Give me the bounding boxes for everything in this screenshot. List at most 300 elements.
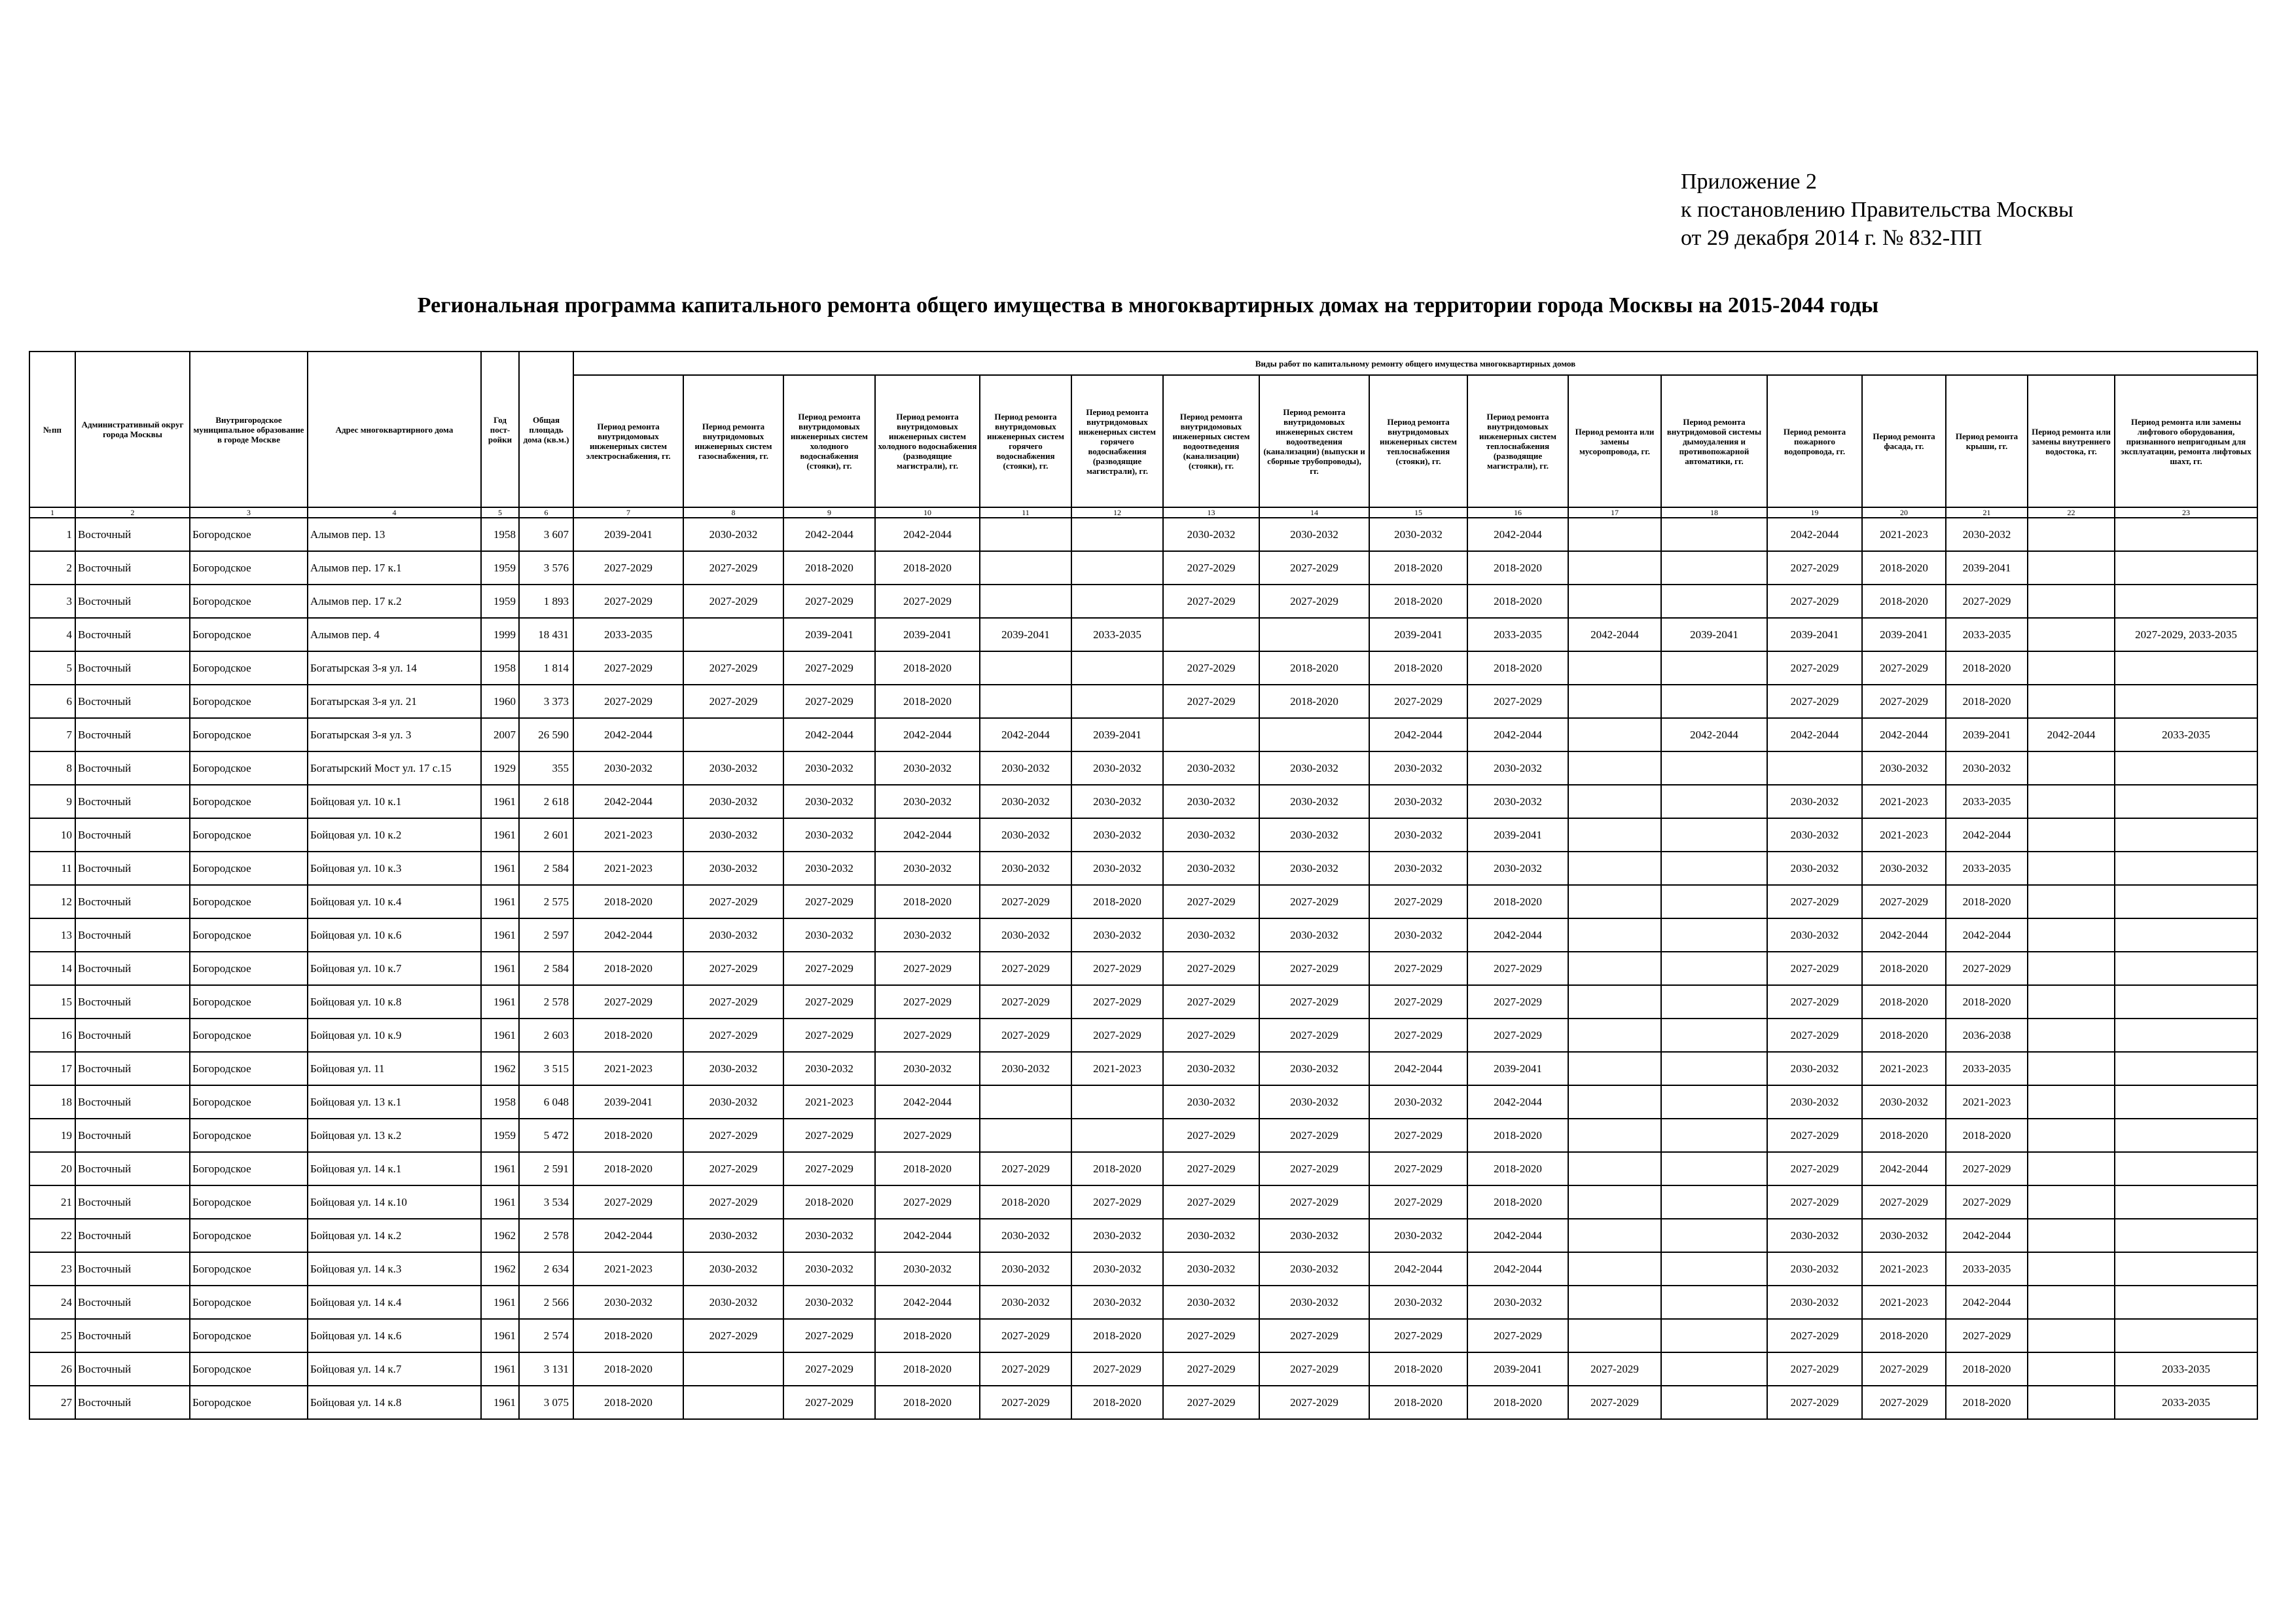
table-row	[29, 1085, 2257, 1119]
table-cell: Восточный	[75, 1286, 190, 1319]
table-cell: 2030-2032	[1071, 918, 1163, 952]
table-cell: 2030-2032	[683, 518, 783, 551]
table-cell: 2018-2020	[1071, 1152, 1163, 1185]
table-cell: Бойцовая ул. 14 к.10	[308, 1185, 481, 1219]
table-cell: 16	[29, 1019, 75, 1052]
table-cell: 2027-2029	[783, 1152, 875, 1185]
table-cell: 2030-2032	[980, 785, 1071, 818]
column-number: 16	[1467, 507, 1568, 518]
table-cell	[980, 1119, 1071, 1152]
table-cell: 2039-2041	[1862, 618, 1946, 651]
table-cell: 2027-2029	[1163, 985, 1259, 1019]
table-cell: Бойцовая ул. 14 к.3	[308, 1252, 481, 1286]
table-cell	[2028, 618, 2115, 651]
table-cell: 1961	[481, 785, 519, 818]
table-cell: 2021-2023	[1862, 1252, 1946, 1286]
table-cell: 2030-2032	[783, 918, 875, 952]
table-cell: 2030-2032	[1259, 1219, 1369, 1252]
column-number: 13	[1163, 507, 1259, 518]
table-cell: 2027-2029	[1071, 952, 1163, 985]
table-row	[29, 751, 2257, 785]
table-cell	[1568, 1052, 1661, 1085]
table-cell: Богородское	[190, 952, 308, 985]
works-group-header: Виды работ по капитальному ремонту общего имущества многоквартирных домов	[573, 352, 2257, 375]
table-cell: 1958	[481, 651, 519, 685]
table-cell: 2 603	[519, 1019, 573, 1052]
table-cell: 2030-2032	[1259, 785, 1369, 818]
table-cell	[2028, 1386, 2115, 1419]
table-cell: 2030-2032	[1767, 1085, 1862, 1119]
table-cell: 2021-2023	[1862, 1052, 1946, 1085]
table-cell: Богородское	[190, 751, 308, 785]
table-cell: 17	[29, 1052, 75, 1085]
table-cell: 2027-2029	[573, 1185, 683, 1219]
table-cell: Восточный	[75, 852, 190, 885]
column-header: Период ремонта внутридомовых инженерных систем теплоснабжения (разводящие магистрали), гг.	[1467, 375, 1568, 507]
table-cell: 2027-2029	[1946, 1152, 2028, 1185]
table-cell: 2042-2044	[1467, 1085, 1568, 1119]
table-cell: 2027-2029	[1369, 1119, 1467, 1152]
table-cell	[2028, 585, 2115, 618]
table-cell: Бойцовая ул. 11	[308, 1052, 481, 1085]
table-cell	[1661, 1319, 1767, 1352]
table-cell: 2033-2035	[573, 618, 683, 651]
table-cell	[1568, 918, 1661, 952]
table-cell: Восточный	[75, 1085, 190, 1119]
table-cell: Бойцовая ул. 13 к.1	[308, 1085, 481, 1119]
table-cell: 2018-2020	[1862, 952, 1946, 985]
table-cell: 2027-2029	[1259, 952, 1369, 985]
table-cell: 2030-2032	[783, 852, 875, 885]
table-cell	[1661, 1152, 1767, 1185]
table-cell: 2027-2029	[1767, 651, 1862, 685]
table-cell: 2027-2029	[1163, 1152, 1259, 1185]
table-cell: 2030-2032	[1369, 518, 1467, 551]
table-cell	[1568, 1185, 1661, 1219]
table-cell: 2018-2020	[573, 1019, 683, 1052]
table-cell: Восточный	[75, 1119, 190, 1152]
table-cell: 2027-2029	[1163, 1319, 1259, 1352]
table-cell: 2039-2041	[1467, 1052, 1568, 1085]
column-number: 15	[1369, 507, 1467, 518]
header-row-group	[29, 352, 2257, 375]
table-cell	[2028, 1052, 2115, 1085]
table-cell: 13	[29, 918, 75, 952]
table-cell: 2030-2032	[980, 1286, 1071, 1319]
table-cell: 2018-2020	[875, 1152, 980, 1185]
table-cell: 1961	[481, 1352, 519, 1386]
table-cell: 2030-2032	[1259, 1052, 1369, 1085]
table-cell: 2030-2032	[573, 1286, 683, 1319]
table-cell	[2028, 551, 2115, 585]
table-row	[29, 651, 2257, 685]
table-cell	[683, 718, 783, 751]
table-cell: 2030-2032	[1369, 852, 1467, 885]
table-cell: Восточный	[75, 1252, 190, 1286]
table-cell: 2042-2044	[1467, 518, 1568, 551]
table-cell: 2030-2032	[683, 852, 783, 885]
table-cell: 2027-2029	[1568, 1352, 1661, 1386]
table-cell: 2027-2029	[1767, 685, 1862, 718]
table-cell: 2033-2035	[2115, 1386, 2257, 1419]
table-cell: 1959	[481, 551, 519, 585]
table-cell: Восточный	[75, 1152, 190, 1185]
table-cell: 2030-2032	[980, 852, 1071, 885]
table-cell: 2018-2020	[1467, 651, 1568, 685]
table-cell: 2030-2032	[783, 1052, 875, 1085]
table-cell	[1071, 1119, 1163, 1152]
table-cell: 2042-2044	[875, 818, 980, 852]
table-cell: 1961	[481, 1152, 519, 1185]
table-cell: 2018-2020	[875, 651, 980, 685]
column-header: Административный округ города Москвы	[75, 352, 190, 507]
table-cell: 2027-2029	[1163, 651, 1259, 685]
table-row	[29, 1252, 2257, 1286]
table-cell	[1661, 952, 1767, 985]
table-cell: 2030-2032	[683, 1286, 783, 1319]
table-cell	[2115, 1319, 2257, 1352]
table-cell: 2042-2044	[1767, 518, 1862, 551]
table-cell: 2018-2020	[573, 1352, 683, 1386]
table-cell: 2018-2020	[1946, 985, 2028, 1019]
table-cell: 2030-2032	[783, 1252, 875, 1286]
table-cell: 2030-2032	[875, 1252, 980, 1286]
table-cell	[1661, 918, 1767, 952]
table-cell: 2030-2032	[1767, 918, 1862, 952]
table-cell: 2027-2029	[783, 1119, 875, 1152]
table-cell: 2027-2029	[1946, 952, 2028, 985]
table-cell: 2018-2020	[573, 885, 683, 918]
table-row	[29, 1386, 2257, 1419]
table-cell: 2018-2020	[1071, 885, 1163, 918]
table-cell: 2 575	[519, 885, 573, 918]
table-cell: 2027-2029	[1163, 952, 1259, 985]
table-cell: 2030-2032	[1071, 785, 1163, 818]
table-cell	[2028, 1152, 2115, 1185]
table-cell: 2042-2044	[1946, 1219, 2028, 1252]
table-cell: 2018-2020	[1071, 1386, 1163, 1419]
table-cell: 2042-2044	[1467, 718, 1568, 751]
table-cell: 2042-2044	[573, 1219, 683, 1252]
table-cell: 2027-2029	[980, 1152, 1071, 1185]
table-cell: 2030-2032	[1767, 1052, 1862, 1085]
table-cell	[1661, 1019, 1767, 1052]
table-cell: 2027-2029	[1259, 1019, 1369, 1052]
table-cell: Бойцовая ул. 10 к.7	[308, 952, 481, 985]
table-cell: 2018-2020	[1467, 551, 1568, 585]
table-cell	[1661, 685, 1767, 718]
table-cell: 2018-2020	[1946, 1352, 2028, 1386]
table-cell: 2 601	[519, 818, 573, 852]
table-cell: 2027-2029	[1767, 985, 1862, 1019]
table-cell: 2018-2020	[1862, 1019, 1946, 1052]
table-cell: 2027-2029	[1163, 1185, 1259, 1219]
table-cell: 2039-2041	[1661, 618, 1767, 651]
table-cell: 2018-2020	[1946, 1119, 2028, 1152]
table-cell: 2018-2020	[1862, 1119, 1946, 1152]
table-cell: 2030-2032	[1071, 1219, 1163, 1252]
column-header: Внутригородское муниципальное образование в городе Москве	[190, 352, 308, 507]
table-cell: 2 566	[519, 1286, 573, 1319]
table-cell: 2027-2029	[875, 952, 980, 985]
table-cell	[1568, 1286, 1661, 1319]
table-cell: 6	[29, 685, 75, 718]
table-cell: 2042-2044	[1661, 718, 1767, 751]
table-cell: 26 590	[519, 718, 573, 751]
table-cell: 2033-2035	[1071, 618, 1163, 651]
table-cell: 2030-2032	[980, 1252, 1071, 1286]
table-cell	[1568, 1219, 1661, 1252]
table-cell: Бойцовая ул. 10 к.2	[308, 818, 481, 852]
table-row	[29, 551, 2257, 585]
column-header: Период ремонта внутридомовых инженерных систем водоотведения (канализации) (выпуски и сборные трубопроводы), гг.	[1259, 375, 1369, 507]
table-cell: 2042-2044	[1946, 918, 2028, 952]
table-cell: Богородское	[190, 1085, 308, 1119]
appendix-line-1: Приложение 2	[1681, 170, 1817, 194]
table-cell	[2115, 985, 2257, 1019]
table-cell	[1163, 618, 1259, 651]
table-cell: 2027-2029	[875, 1019, 980, 1052]
column-number: 10	[875, 507, 980, 518]
table-cell	[2115, 751, 2257, 785]
table-cell: 2018-2020	[1259, 685, 1369, 718]
table-cell: 2 584	[519, 852, 573, 885]
table-cell: 2030-2032	[1071, 818, 1163, 852]
table-row	[29, 1019, 2257, 1052]
table-row	[29, 1119, 2257, 1152]
table-cell	[2115, 918, 2257, 952]
table-cell	[1661, 818, 1767, 852]
table-cell	[2028, 1219, 2115, 1252]
table-cell: Алымов пер. 17 к.1	[308, 551, 481, 585]
appendix-reference	[1681, 168, 2073, 252]
table-cell: 2027-2029	[980, 1386, 1071, 1419]
table-cell: 2018-2020	[573, 952, 683, 985]
table-cell: 2 591	[519, 1152, 573, 1185]
table-cell: Восточный	[75, 1052, 190, 1085]
table-cell	[2028, 1286, 2115, 1319]
table-cell: 1961	[481, 1386, 519, 1419]
table-cell: Богородское	[190, 985, 308, 1019]
table-cell	[1568, 751, 1661, 785]
table-row	[29, 818, 2257, 852]
table-cell: 2021-2023	[573, 1252, 683, 1286]
table-cell: 2027-2029	[573, 985, 683, 1019]
column-number: 14	[1259, 507, 1369, 518]
table-row	[29, 1319, 2257, 1352]
table-cell: 2030-2032	[683, 818, 783, 852]
column-header: Год пост-ройки	[481, 352, 519, 507]
table-cell: 2042-2044	[2028, 718, 2115, 751]
table-cell: 2030-2032	[683, 918, 783, 952]
table-cell: 2039-2041	[980, 618, 1071, 651]
table-cell: 2042-2044	[573, 785, 683, 818]
table-cell: 2018-2020	[573, 1152, 683, 1185]
column-number: 18	[1661, 507, 1767, 518]
table-cell	[1568, 718, 1661, 751]
table-cell: Восточный	[75, 618, 190, 651]
table-cell: 23	[29, 1252, 75, 1286]
table-cell	[2028, 918, 2115, 952]
table-cell: 20	[29, 1152, 75, 1185]
table-cell: 2030-2032	[875, 785, 980, 818]
table-cell: Богородское	[190, 1119, 308, 1152]
column-number: 7	[573, 507, 683, 518]
table-cell: 2018-2020	[1467, 1152, 1568, 1185]
table-cell: 2027-2029	[1862, 651, 1946, 685]
table-cell	[1661, 1252, 1767, 1286]
table-cell: 2018-2020	[573, 1319, 683, 1352]
table-cell: Богатырская 3-я ул. 3	[308, 718, 481, 751]
table-cell: 2030-2032	[980, 1219, 1071, 1252]
table-cell: Богородское	[190, 852, 308, 885]
column-number: 21	[1946, 507, 2028, 518]
table-cell: 1 893	[519, 585, 573, 618]
table-cell: 355	[519, 751, 573, 785]
table-cell	[980, 551, 1071, 585]
table-cell	[683, 1386, 783, 1419]
table-cell: 2027-2029	[1767, 885, 1862, 918]
table-cell: Бойцовая ул. 10 к.1	[308, 785, 481, 818]
table-cell	[1568, 1152, 1661, 1185]
table-cell: 2027-2029	[1862, 1185, 1946, 1219]
table-cell: 2027-2029	[573, 585, 683, 618]
table-row	[29, 885, 2257, 918]
column-number: 4	[308, 507, 481, 518]
table-cell: 2027-2029	[1163, 685, 1259, 718]
column-header: Период ремонта фасада, гг.	[1862, 375, 1946, 507]
table-cell: 2018-2020	[980, 1185, 1071, 1219]
table-cell	[1568, 818, 1661, 852]
table-cell: 9	[29, 785, 75, 818]
table-cell: Восточный	[75, 718, 190, 751]
column-number: 6	[519, 507, 573, 518]
table-cell: Восточный	[75, 818, 190, 852]
appendix-line-3: от 29 декабря 2014 г. № 832-ПП	[1681, 226, 1982, 250]
table-cell: 2 574	[519, 1319, 573, 1352]
table-cell: 2033-2035	[1946, 1252, 2028, 1286]
table-cell	[1568, 1252, 1661, 1286]
table-cell: 18 431	[519, 618, 573, 651]
table-row	[29, 952, 2257, 985]
table-cell: 2030-2032	[1467, 1286, 1568, 1319]
table-cell: Бойцовая ул. 14 к.6	[308, 1319, 481, 1352]
table-cell: 2042-2044	[1369, 1252, 1467, 1286]
column-number: 22	[2028, 507, 2115, 518]
table-cell: 2027-2029	[1369, 685, 1467, 718]
column-number: 9	[783, 507, 875, 518]
table-cell	[1071, 518, 1163, 551]
table-cell: 2036-2038	[1946, 1019, 2028, 1052]
table-cell	[1568, 1019, 1661, 1052]
table-cell: 2030-2032	[1163, 785, 1259, 818]
table-cell: 2027-2029	[1467, 1319, 1568, 1352]
table-cell: Восточный	[75, 551, 190, 585]
table-cell: Богородское	[190, 918, 308, 952]
table-cell: Богородское	[190, 1052, 308, 1085]
table-cell: 2018-2020	[875, 685, 980, 718]
column-number-row	[29, 507, 2257, 518]
table-row	[29, 1052, 2257, 1085]
table-cell	[1661, 785, 1767, 818]
table-cell: 1929	[481, 751, 519, 785]
table-cell: 2027-2029	[1862, 1352, 1946, 1386]
table-cell	[2115, 1119, 2257, 1152]
table-row	[29, 618, 2257, 651]
table-cell: 2030-2032	[1259, 852, 1369, 885]
table-cell: 2027-2029	[1767, 1019, 1862, 1052]
column-header: Период ремонта внутридомовых инженерных систем горячего водоснабжения (разводящие магистрали), гг.	[1071, 375, 1163, 507]
table-cell	[1661, 985, 1767, 1019]
table-cell: 2030-2032	[1163, 1252, 1259, 1286]
table-cell: 2030-2032	[1163, 1286, 1259, 1319]
table-cell: 2030-2032	[783, 818, 875, 852]
table-row	[29, 785, 2257, 818]
column-number: 12	[1071, 507, 1163, 518]
table-cell	[2028, 1319, 2115, 1352]
table-cell: Богородское	[190, 1252, 308, 1286]
column-header: Период ремонта внутридомовых инженерных систем теплоснабжения (стояки), гг.	[1369, 375, 1467, 507]
table-cell: 2027-2029	[1862, 1386, 1946, 1419]
table-cell: 2030-2032	[1767, 852, 1862, 885]
table-cell	[1071, 585, 1163, 618]
table-cell: 2021-2023	[1862, 518, 1946, 551]
table-cell: 2030-2032	[1163, 518, 1259, 551]
table-cell: 2027-2029	[1767, 952, 1862, 985]
table-cell: 3 373	[519, 685, 573, 718]
table-cell: 2027-2029	[683, 1185, 783, 1219]
table-cell	[980, 1085, 1071, 1119]
column-number: 19	[1767, 507, 1862, 518]
table-cell: 2027-2029	[1767, 1152, 1862, 1185]
table-cell: 2042-2044	[875, 1286, 980, 1319]
table-cell: 11	[29, 852, 75, 885]
table-cell: 2027-2029	[683, 585, 783, 618]
table-cell: 2018-2020	[1467, 1185, 1568, 1219]
table-cell: 2042-2044	[1946, 818, 2028, 852]
table-cell: 2027-2029	[1767, 1386, 1862, 1419]
table-cell: 2027-2029	[573, 551, 683, 585]
table-cell: 2042-2044	[980, 718, 1071, 751]
table-cell: 2027-2029	[1071, 1185, 1163, 1219]
table-cell: Бойцовая ул. 14 к.8	[308, 1386, 481, 1419]
table-cell	[2028, 1019, 2115, 1052]
table-row	[29, 1286, 2257, 1319]
table-cell: 2030-2032	[783, 1286, 875, 1319]
table-cell: 2027-2029	[783, 885, 875, 918]
table-cell: 14	[29, 952, 75, 985]
table-cell: 2027-2029	[875, 1185, 980, 1219]
table-cell	[980, 685, 1071, 718]
table-cell: 2030-2032	[1369, 1219, 1467, 1252]
table-cell: 2021-2023	[573, 852, 683, 885]
table-cell: 2021-2023	[1862, 1286, 1946, 1319]
table-cell: 2018-2020	[1862, 1319, 1946, 1352]
table-cell: Бойцовая ул. 14 к.4	[308, 1286, 481, 1319]
column-header: Период ремонта внутридомовых инженерных систем водоотведения (канализации) (стояки), гг.	[1163, 375, 1259, 507]
table-cell: Богородское	[190, 685, 308, 718]
table-cell: 1961	[481, 918, 519, 952]
table-container	[29, 351, 2258, 1420]
table-cell: 2027-2029	[1467, 1019, 1568, 1052]
table-cell: 2018-2020	[1369, 651, 1467, 685]
table-cell: 1961	[481, 1319, 519, 1352]
table-cell	[2115, 852, 2257, 885]
table-cell: 2042-2044	[875, 1219, 980, 1252]
table-cell: Бойцовая ул. 10 к.3	[308, 852, 481, 885]
table-cell	[2115, 651, 2257, 685]
table-cell	[2028, 985, 2115, 1019]
